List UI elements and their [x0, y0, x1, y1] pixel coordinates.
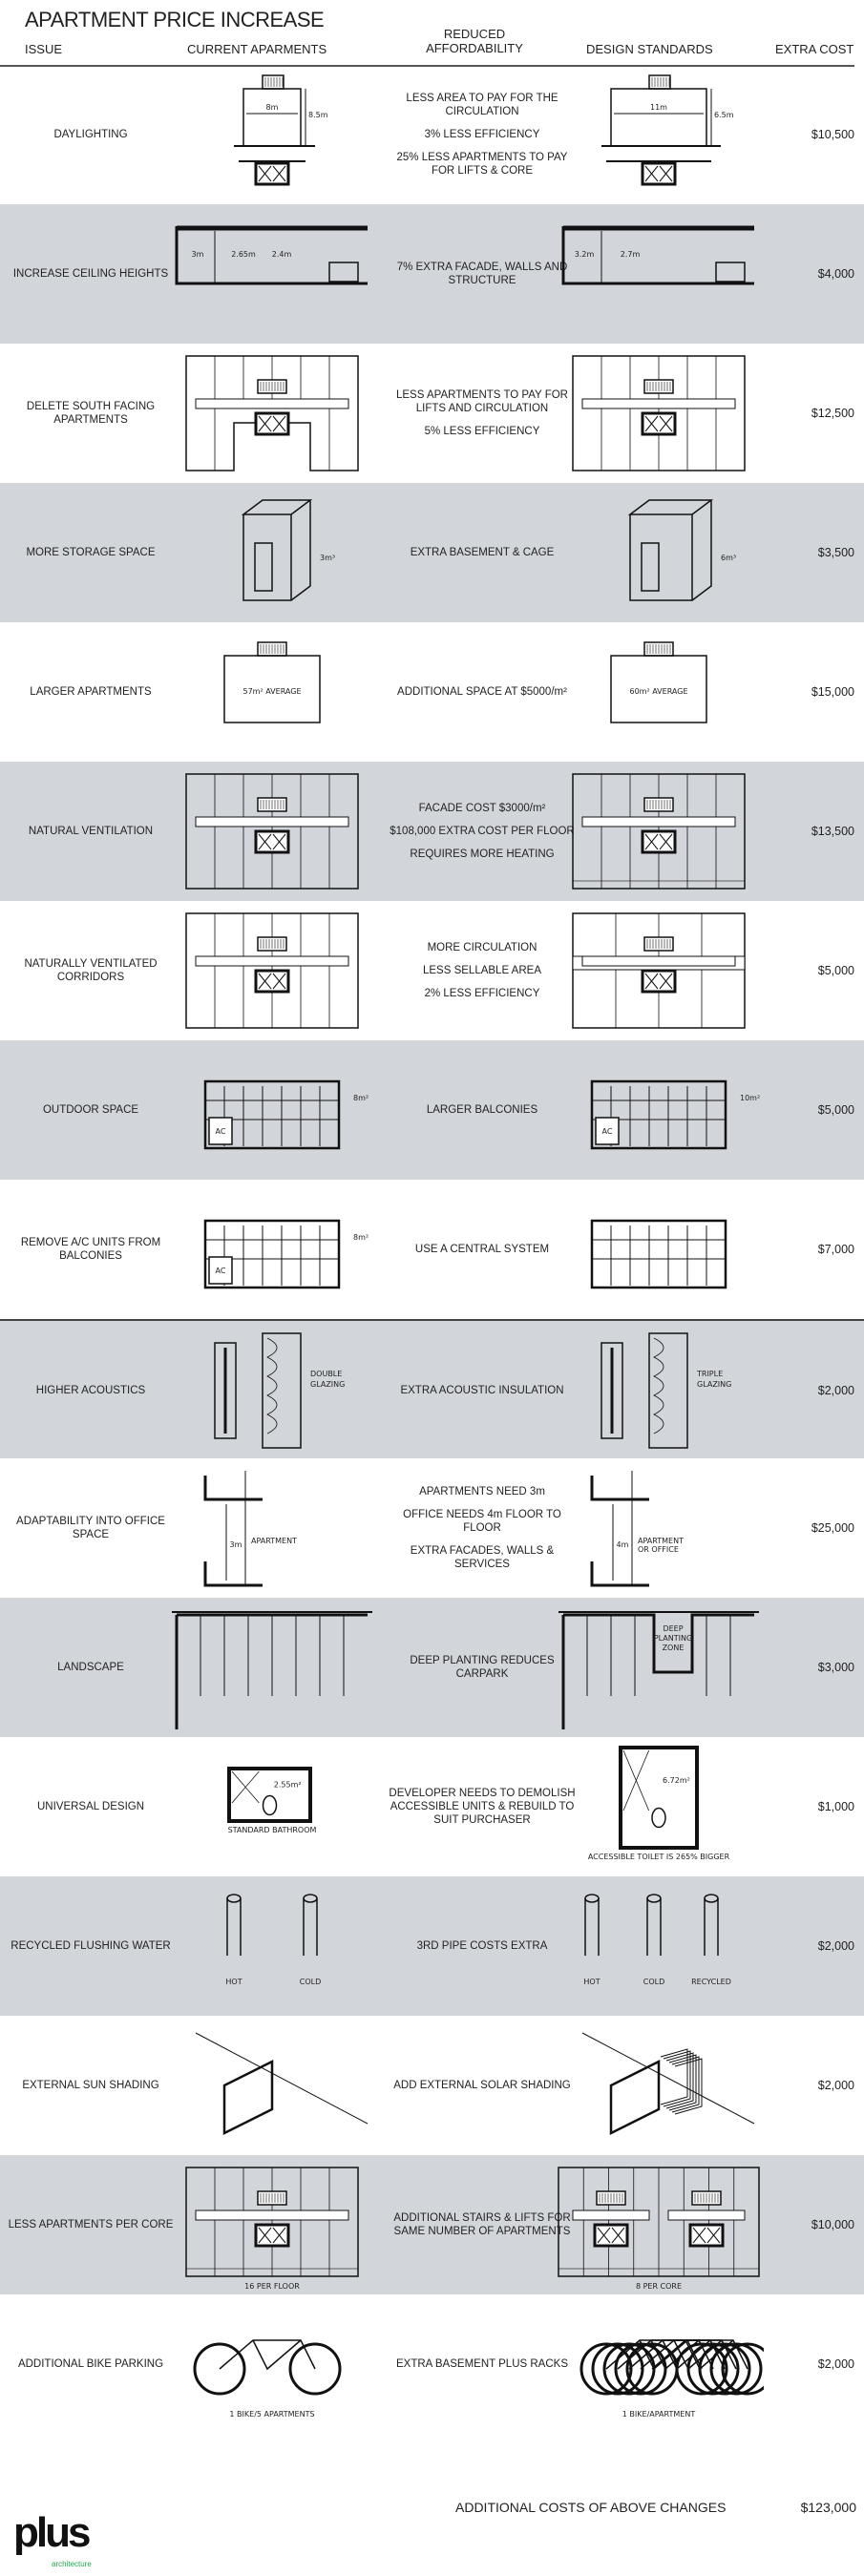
- reduced-affordability: [387, 762, 578, 901]
- current-apartment-sketch: [167, 1043, 377, 1177]
- window: [611, 2062, 659, 2133]
- pipe: [585, 1898, 599, 1956]
- current-apartment-sketch: [167, 207, 377, 341]
- corridor: [582, 817, 735, 827]
- current-apartment-sketch: [167, 2158, 377, 2292]
- bathroom-outline: [621, 1748, 697, 1848]
- pipe: [304, 1898, 317, 1956]
- upper-slab: [205, 1476, 263, 1499]
- logo-subtitle: architecture: [52, 2560, 92, 2568]
- insulation: [263, 1333, 301, 1448]
- shading-fin: [672, 2057, 699, 2112]
- reduced-affordability: [387, 1737, 578, 1876]
- sketch-label: 10m²: [740, 1094, 761, 1102]
- reduced-line: OFFICE NEEDS 4m FLOOR TO FLOOR: [403, 1509, 561, 1534]
- lift-core: [256, 413, 288, 434]
- insulation-pattern: [654, 1338, 664, 1434]
- reduced-line: LESS SELLABLE AREA: [422, 965, 542, 976]
- reduced-line: ADDITIONAL SPACE AT $5000/m²: [397, 686, 567, 698]
- lift-core: [256, 2225, 288, 2246]
- reduced-line: LARGER BALCONIES: [426, 1104, 538, 1116]
- sketch-label: 3m: [229, 1540, 242, 1549]
- extra-cost: $10,500: [811, 128, 854, 141]
- reduced-line: 3% LESS EFFICIENCY: [424, 129, 540, 140]
- current-apartment-sketch: [167, 625, 377, 759]
- header-reduced: [403, 27, 546, 55]
- table-row: [0, 65, 864, 204]
- storage-door: [642, 543, 659, 591]
- extra-cost: $2,000: [817, 2079, 854, 2092]
- issue-label: EXTERNAL SUN SHADING: [22, 2080, 159, 2091]
- lower-slab: [592, 1561, 649, 1585]
- issue-label: MORE STORAGE SPACE: [26, 547, 156, 558]
- sketch-label: 8m: [265, 103, 279, 112]
- upper-slab: [592, 1476, 649, 1499]
- current-apartment-sketch: [167, 1324, 377, 1457]
- bike-frame: [220, 2340, 315, 2369]
- reduced-affordability: [387, 622, 578, 762]
- table-row: [0, 901, 864, 1040]
- reduced-affordability: [387, 1321, 578, 1460]
- sketch-label: COLD: [643, 1978, 665, 1986]
- reduced-line: $108,000 EXTRA COST PER FLOOR: [390, 826, 575, 837]
- design-standard-sketch: [554, 764, 764, 898]
- extra-cost: $3,000: [817, 1661, 854, 1674]
- sketch-label: TRIPLE: [697, 1370, 724, 1378]
- pipe-end: [705, 1895, 718, 1902]
- extra-cost: $5,000: [817, 964, 854, 977]
- extra-cost: $15,000: [811, 685, 854, 699]
- corridor: [668, 2210, 745, 2220]
- insulation: [649, 1333, 687, 1448]
- plus-architecture-logo: [13, 2508, 92, 2569]
- current-apartment-sketch: [167, 904, 377, 1037]
- pipe: [647, 1898, 661, 1956]
- facade-line: [582, 2033, 754, 2124]
- reduced-affordability: [387, 2155, 578, 2294]
- furniture: [329, 262, 358, 282]
- corridor: [196, 399, 348, 408]
- sketch-label: AC: [215, 1267, 226, 1275]
- design-standard-sketch: [554, 486, 764, 619]
- sketch-label: 16 PER FLOOR: [244, 2282, 300, 2291]
- corridor: [196, 956, 348, 966]
- pipe-end: [227, 1895, 241, 1902]
- pipe-end: [585, 1895, 599, 1902]
- reduced-affordability: [387, 1876, 578, 2016]
- extra-cost: $10,000: [811, 2218, 854, 2231]
- sketch-label: 1 BIKE/5 APARTMENTS: [229, 2410, 315, 2419]
- sketch-label: HOT: [225, 1978, 242, 1986]
- sketch-label: 8m²: [353, 1233, 369, 1242]
- extra-cost: $12,500: [811, 407, 854, 420]
- issue-label: NATURAL VENTILATION: [28, 826, 154, 837]
- bathroom-outline: [229, 1769, 310, 1821]
- extra-cost: $2,000: [817, 1384, 854, 1397]
- total-value: $123,000: [800, 2500, 856, 2515]
- sketch-label: GLAZING: [310, 1380, 346, 1389]
- apartment-outline: [611, 89, 706, 146]
- sketch-label: 8 PER CORE: [635, 2282, 683, 2291]
- lift-core: [256, 831, 288, 852]
- reduced-affordability: [387, 483, 578, 622]
- sketch-label: 2.7m: [620, 250, 641, 259]
- sketch-label: RECYCLED: [691, 1978, 731, 1986]
- design-standard-sketch: [554, 1461, 764, 1595]
- design-standard-sketch: [554, 1601, 764, 1734]
- design-standard-sketch: [554, 625, 764, 759]
- header-reduced-1: REDUCED: [443, 27, 506, 41]
- issue-label: UNIVERSAL DESIGN: [36, 1801, 145, 1812]
- issue-label: NATURALLY VENTILATED CORRIDORS: [24, 958, 158, 983]
- shading-fin: [669, 2055, 696, 2110]
- reduced-line: 5% LESS EFFICIENCY: [424, 426, 540, 437]
- design-standard-sketch: [554, 68, 764, 201]
- reduced-line: DEVELOPER NEEDS TO DEMOLISH ACCESSIBLE UNITS & REBUILD TO SUIT PURCHASER: [389, 1788, 576, 1826]
- sketch-label: ACCESSIBLE TOILET IS 265% BIGGER: [587, 1853, 730, 1861]
- header-design: DESIGN STANDARDS: [586, 42, 713, 56]
- logo-wordmark: plus: [13, 2509, 89, 2556]
- reduced-line: EXTRA BASEMENT PLUS RACKS: [395, 2358, 568, 2370]
- reduced-affordability: [387, 1180, 578, 1319]
- table-row: [0, 622, 864, 762]
- design-standard-sketch: [554, 2158, 764, 2292]
- design-standard-sketch: [554, 2297, 764, 2431]
- sketch-label: 8m²: [353, 1094, 369, 1102]
- total-label: ADDITIONAL COSTS OF ABOVE CHANGES: [455, 2500, 727, 2515]
- sketch-label: GLAZING: [697, 1380, 732, 1389]
- reduced-line: FACADE COST $3000/m²: [418, 803, 546, 814]
- sketch-label: OR OFFICE: [638, 1545, 679, 1554]
- current-apartment-sketch: [167, 2019, 377, 2152]
- sketch-label: 6.5m: [714, 111, 734, 119]
- balcony-frame: [592, 1221, 726, 1288]
- extra-cost: $7,000: [817, 1243, 854, 1256]
- extra-cost: $5,000: [817, 1103, 854, 1117]
- design-standard-sketch: [554, 2019, 764, 2152]
- extra-cost: $13,500: [811, 825, 854, 838]
- reduced-affordability: [387, 1040, 578, 1180]
- current-apartment-sketch: [167, 486, 377, 619]
- table-row: [0, 2016, 864, 2155]
- header-reduced-2: AFFORDABILITY: [426, 41, 523, 55]
- corridor: [196, 2210, 348, 2220]
- storage-door: [255, 543, 272, 591]
- issue-label: DAYLIGHTING: [53, 129, 128, 140]
- current-apartment-sketch: [167, 1601, 377, 1734]
- sketch-label: 57m² AVERAGE: [242, 687, 302, 696]
- table-row: [0, 1458, 864, 1598]
- corridor: [573, 2210, 649, 2220]
- table-row: [0, 1598, 864, 1737]
- header-cost: EXTRA COST: [775, 42, 854, 56]
- issue-label: OUTDOOR SPACE: [42, 1104, 139, 1116]
- reduced-line: EXTRA ACOUSTIC INSULATION: [400, 1385, 564, 1396]
- reduced-line: MORE CIRCULATION: [427, 942, 537, 953]
- reduced-line: REQUIRES MORE HEATING: [410, 848, 555, 860]
- sketch-label: 4m: [616, 1540, 629, 1549]
- sketch-label: 2.65m: [231, 250, 256, 259]
- shading-fin: [664, 2051, 690, 2106]
- table-row: [0, 1180, 864, 1319]
- reduced-line: USE A CENTRAL SYSTEM: [414, 1244, 550, 1255]
- apartment-outline: [243, 89, 301, 146]
- basement-wall: [563, 1615, 754, 1729]
- sketch-label: 3m: [191, 250, 204, 259]
- reduced-affordability: [387, 901, 578, 1040]
- reduced-line: ADDITIONAL STAIRS & LIFTS FOR SAME NUMBER OF APARTMENTS: [393, 2212, 571, 2237]
- current-apartment-sketch: [167, 2297, 377, 2431]
- issue-label: HIGHER ACOUSTICS: [35, 1385, 146, 1396]
- sketch-label: 11m: [650, 103, 667, 112]
- pipe: [705, 1898, 718, 1956]
- reduced-line: APARTMENTS NEED 3m: [419, 1486, 545, 1497]
- header-current: CURRENT APARMENTS: [187, 42, 327, 56]
- sketch-label: AC: [601, 1127, 613, 1136]
- extra-cost: $4,000: [817, 267, 854, 281]
- sketch-label: 3m³: [320, 554, 336, 562]
- lift-core: [256, 163, 288, 184]
- issue-label: ADDITIONAL BIKE PARKING: [17, 2358, 164, 2370]
- reduced-affordability: [387, 1598, 578, 1737]
- corridor: [196, 817, 348, 827]
- reduced-line: 3RD PIPE COSTS EXTRA: [416, 1940, 548, 1952]
- sketch-label: APARTMENT: [638, 1537, 684, 1545]
- facade-line: [196, 2033, 368, 2124]
- lift-core: [643, 163, 675, 184]
- sketch-label: STANDARD BATHROOM: [227, 1826, 317, 1834]
- sketch-label: 1 BIKE/APARTMENT: [622, 2410, 696, 2419]
- storage-box: [243, 500, 310, 600]
- table-row: [0, 1040, 864, 1180]
- lower-slab: [205, 1561, 263, 1585]
- page-title: APARTMENT PRICE INCREASE: [25, 8, 325, 31]
- current-apartment-sketch: [167, 1740, 377, 1874]
- issue-label: LARGER APARTMENTS: [30, 686, 152, 698]
- table-row: [0, 344, 864, 483]
- current-apartment-sketch: [167, 764, 377, 898]
- extra-cost: $1,000: [817, 1800, 854, 1813]
- lift-core: [690, 2225, 723, 2246]
- table-row: [0, 1737, 864, 1876]
- lift-core: [256, 971, 288, 992]
- sketch-label: ZONE: [662, 1644, 685, 1652]
- reduced-line: DEEP PLANTING REDUCES CARPARK: [410, 1655, 555, 1680]
- sketch-label: 6.72m²: [663, 1775, 690, 1785]
- table-row: [0, 2155, 864, 2294]
- issue-label: INCREASE CEILING HEIGHTS: [12, 268, 169, 280]
- current-apartment-sketch: [167, 1461, 377, 1595]
- lift-core: [643, 831, 675, 852]
- issue-label: RECYCLED FLUSHING WATER: [11, 1940, 171, 1952]
- extra-cost: $2,000: [817, 2357, 854, 2371]
- table-row: [0, 1876, 864, 2016]
- design-standard-sketch: [554, 207, 764, 341]
- sketch-label: PLANTING: [653, 1634, 693, 1643]
- pipe-end: [304, 1895, 317, 1902]
- table-row: [0, 2294, 864, 2434]
- table-row: [0, 483, 864, 622]
- current-apartment-sketch: [167, 1183, 377, 1316]
- lift-core: [643, 413, 675, 434]
- reduced-line: 2% LESS EFFICIENCY: [424, 988, 540, 999]
- sketch-label: AC: [215, 1127, 226, 1136]
- design-standard-sketch: [554, 1740, 764, 1874]
- design-standard-sketch: [554, 1183, 764, 1316]
- extra-cost: $25,000: [811, 1521, 854, 1535]
- sketch-label: COLD: [299, 1978, 322, 1986]
- sketch-label: 60m² AVERAGE: [629, 687, 688, 696]
- shading-fin: [666, 2053, 693, 2108]
- design-standard-sketch: [554, 1043, 764, 1177]
- issue-label: LESS APARTMENTS PER CORE: [8, 2219, 174, 2230]
- reduced-affordability: [387, 1458, 578, 1598]
- design-standard-sketch: [554, 1879, 764, 2013]
- design-standard-sketch: [554, 1324, 764, 1457]
- corridor: [582, 399, 735, 408]
- table-row: [0, 204, 864, 344]
- lift-core: [595, 2225, 627, 2246]
- reduced-line: 25% LESS APARTMENTS TO PAY FOR LIFTS & CORE: [396, 152, 568, 177]
- shading-fin: [675, 2059, 702, 2114]
- furniture: [716, 262, 745, 282]
- table-row: [0, 1319, 864, 1458]
- current-apartment-sketch: [167, 1879, 377, 2013]
- pipe-end: [647, 1895, 661, 1902]
- sketch-label: HOT: [583, 1978, 601, 1986]
- insulation-pattern: [267, 1338, 277, 1434]
- reduced-affordability: [387, 204, 578, 344]
- reduced-line: 7% EXTRA FACADE, WALLS AND STRUCTURE: [396, 262, 568, 286]
- sketch-label: APARTMENT: [251, 1537, 297, 1545]
- current-apartment-sketch: [167, 346, 377, 480]
- sketch-label: 8.5m: [308, 111, 328, 119]
- corridor: [582, 956, 735, 966]
- design-standard-sketch: [554, 904, 764, 1037]
- current-apartment-sketch: [167, 68, 377, 201]
- issue-label: DELETE SOUTH FACING APARTMENTS: [26, 401, 156, 426]
- window: [224, 2062, 272, 2133]
- extra-cost: $2,000: [817, 1939, 854, 1953]
- reduced-affordability: [387, 2294, 578, 2434]
- design-standard-sketch: [554, 346, 764, 480]
- reduced-line: EXTRA FACADES, WALLS & SERVICES: [410, 1545, 555, 1570]
- sketch-label: DEEP: [663, 1624, 684, 1633]
- issue-label: ADAPTABILITY INTO OFFICE SPACE: [16, 1516, 165, 1540]
- sketch-label: DOUBLE: [310, 1370, 343, 1378]
- reduced-line: LESS APARTMENTS TO PAY FOR LIFTS AND CIRCULATION: [395, 389, 568, 414]
- reduced-affordability: [387, 2016, 578, 2155]
- sketch-label: 2.55m²: [273, 1780, 302, 1790]
- issue-label: REMOVE A/C UNITS FROM BALCONIES: [20, 1237, 161, 1262]
- issue-label: LANDSCAPE: [57, 1662, 124, 1673]
- reduced-line: LESS AREA TO PAY FOR THE CIRCULATION: [406, 93, 558, 117]
- reduced-line: EXTRA BASEMENT & CAGE: [410, 547, 555, 558]
- lift-core: [643, 971, 675, 992]
- reduced-affordability: [387, 344, 578, 483]
- reduced-line: ADD EXTERNAL SOLAR SHADING: [393, 2080, 571, 2091]
- sketch-label: 3.2m: [574, 250, 595, 259]
- reduced-affordability: [387, 65, 578, 204]
- pipe: [227, 1898, 241, 1956]
- table-row: [0, 762, 864, 901]
- extra-cost: $3,500: [817, 546, 854, 559]
- sketch-label: 6m³: [721, 554, 737, 562]
- sketch-label: 2.4m: [271, 250, 292, 259]
- header-issue: ISSUE: [25, 42, 63, 56]
